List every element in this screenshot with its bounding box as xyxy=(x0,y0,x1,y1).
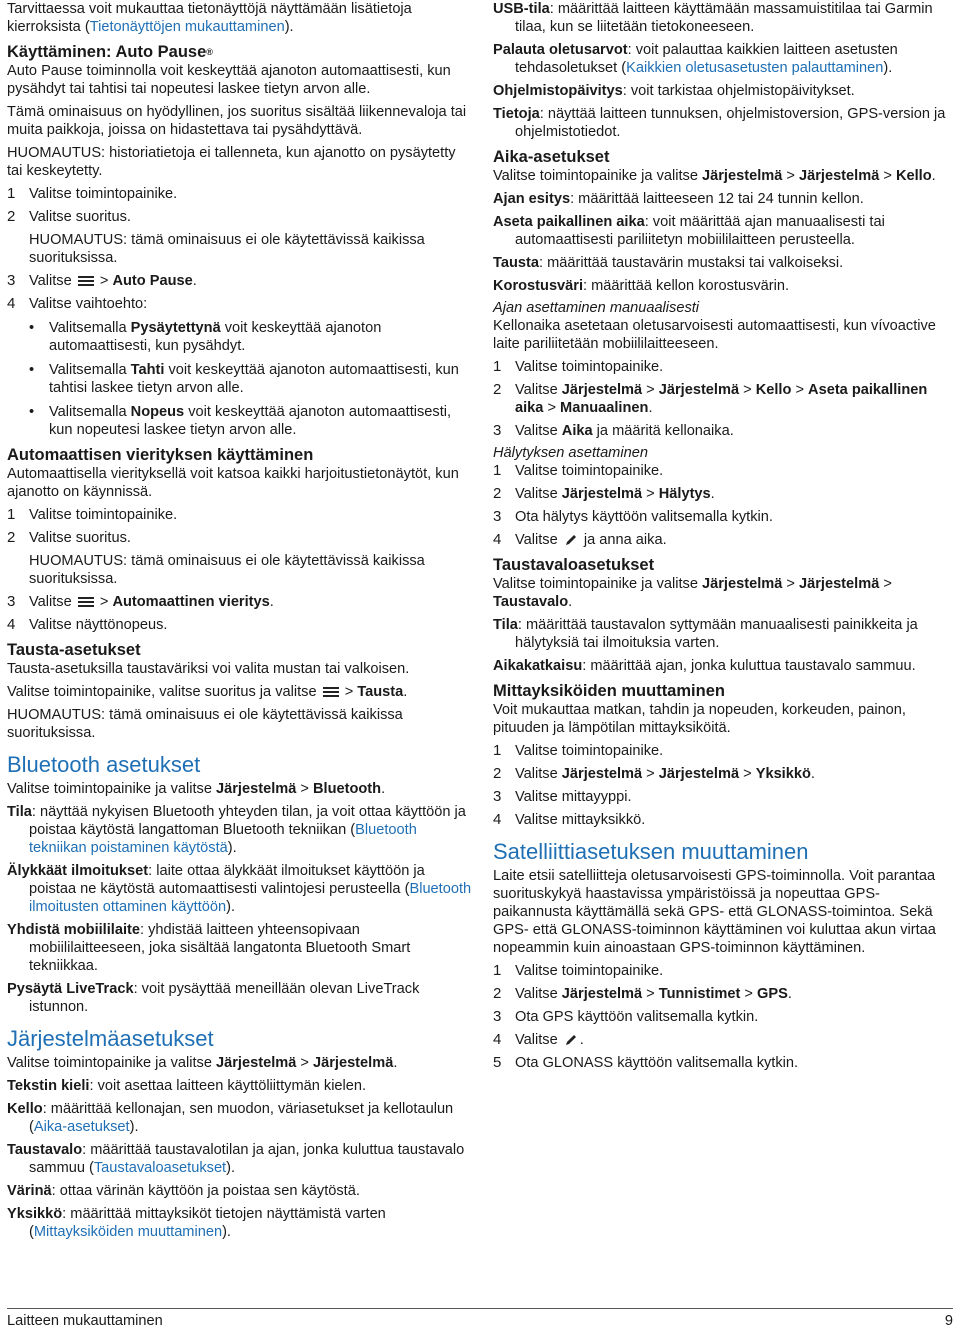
autopause-note: HUOMAUTUS: historiatietoja ei tallenneta, kun ajanotto on pysäytetty tai keskeytetty. xyxy=(7,145,456,179)
link-units[interactable]: Mittayksiköiden muuttaminen xyxy=(33,1224,223,1240)
ap-step-2: 2 Valitse suoritus. xyxy=(7,208,131,225)
link-restore-defaults[interactable]: Kaikkien oletusasetusten palauttaminen xyxy=(626,60,884,76)
mit-step-3: 3 Valitse mittayyppi. xyxy=(493,788,632,805)
hal-step-2: 2 Valitse Järjestelmä > Hälytys. xyxy=(493,485,715,502)
bluetooth-status-item: Tila: näyttää nykyisen Bluetooth yhteyden tilan, ja voit ottaa käyttöön ja poistaa käytöstä langattoman Bluetooth tekniikan (Bluetooth tekniikan poistaminen käytöstä). xyxy=(7,804,466,856)
about-item: Tietoja: näyttää laitteen tunnuksen, ohjelmistoversion, GPS-version ja ohjelmistotiedot. xyxy=(493,106,946,140)
menu-icon xyxy=(323,687,339,697)
time-format-item: Ajan esitys: määrittää laitteeseen 12 tai 24 tunnin kellon. xyxy=(493,191,864,207)
link-bluetooth-off[interactable]: Bluetooth tekniikan poistaminen käytöstä xyxy=(29,822,417,856)
backlight-heading: Taustavaloasetukset xyxy=(493,556,655,574)
ap-note: HUOMAUTUS: tämä ominaisuus ei ole käytettävissä kaikissa suorituksissa. xyxy=(29,232,425,266)
time-settings-heading: Aika-asetukset xyxy=(493,148,610,166)
alarm-heading: Hälytyksen asettaminen xyxy=(493,445,648,461)
time-settings-desc: Valitse toimintopainike ja valitse Järjestelmä > Järjestelmä > Kello. xyxy=(493,168,936,184)
link-time-settings[interactable]: Aika-asetukset xyxy=(33,1119,130,1135)
sc-note: HUOMAUTUS: tämä ominaisuus ei ole käytettävissä kaikissa suorituksissa. xyxy=(29,553,425,587)
system-desc: Valitse toimintopainike ja valitse Järjestelmä > Järjestelmä. xyxy=(7,1055,398,1071)
ap-step-1: 1 Valitse toimintopainike. xyxy=(7,185,178,202)
ap-step-3: 3 Valitse > Auto Pause. xyxy=(7,272,197,289)
bluetooth-desc: Valitse toimintopainike ja valitse Järjestelmä > Bluetooth. xyxy=(7,781,386,797)
page-footer xyxy=(7,1308,953,1329)
autopause-heading: Käyttäminen: Auto Pause® xyxy=(7,43,213,61)
intro-paragraph: Tarvittaessa voit mukauttaa tietonäyttöjä näyttämään lisätietoja kierroksista (Tietonäyttöjen mukauttaminen). xyxy=(7,1,412,35)
text-language-item: Tekstin kieli: voit asettaa laitteen käyttöliittymän kielen. xyxy=(7,1078,367,1094)
sat-step-5: 5 Ota GLONASS käyttöön valitsemalla kytkin. xyxy=(493,1054,799,1071)
clock-item: Kello: määrittää kellonajan, sen muodon, väriasetukset ja kellotaulun (Aika-asetukset). xyxy=(7,1101,454,1135)
backlight-item: Taustavalo: määrittää taustavalotilan ja ajan, jonka kuluttua taustavalo sammuu (Taustavaloasetukset). xyxy=(7,1142,465,1176)
backlight-timeout-item: Aikakatkaisu: määrittää ajan, jonka kuluttua taustavalo sammuu. xyxy=(493,658,916,674)
hal-step-4: 4 Valitse ja anna aika. xyxy=(493,531,667,548)
bluetooth-heading: Bluetooth asetukset xyxy=(7,752,201,777)
manual-time-heading: Ajan asettaminen manuaalisesti xyxy=(493,300,700,316)
background-heading: Tausta-asetukset xyxy=(7,641,141,659)
background-note: HUOMAUTUS: tämä ominaisuus ei ole käytettävissä kaikissa suorituksissa. xyxy=(7,707,403,741)
autoscroll-desc: Automaattisella vierityksellä voit katsoa kaikki harjoitustietonäytöt, kun ajanotto on käynnissä. xyxy=(7,466,459,500)
pair-mobile-item: Yhdistä mobiililaite: yhdistää laitteen yhteensopivaan mobiililaitteeseen, joka sisältää langatonta Bluetooth Smart tekniikkaa. xyxy=(7,922,411,974)
link-backlight-settings[interactable]: Taustavaloasetukset xyxy=(93,1160,227,1176)
system-heading: Järjestelmäasetukset xyxy=(7,1026,214,1051)
vibration-item: Värinä: ottaa värinän käyttöön ja poistaa sen käytöstä. xyxy=(7,1183,360,1199)
sat-step-2: 2 Valitse Järjestelmä > Tunnistimet > GPS. xyxy=(493,985,792,1002)
satellite-desc: Laite etsii satelliitteja oletusarvoisesti GPS-toiminnolla. Voit parantaa suorituskykyä haastavissa ympäristöissä ja nopeuttaa GPS-paikannusta käyttämällä sekä GPS- että GLONASS-toimintoa. Sekä GPS- että GLONASS-toiminnon käyttäminen voi kuluttaa akun virtaa nopeammin kuin ainoastaan GPS-toiminnon käyttäminen. xyxy=(493,868,936,956)
right-column xyxy=(493,0,955,1072)
ap-option-pace: • Valitsemalla Tahti voit keskeyttää ajanoton automaattisesti, kun tahtisi laskee tietyn arvon alle. xyxy=(29,362,459,396)
set-local-time-item: Aseta paikallinen aika: voit määrittää ajan manuaalisesti tai automaattisesti pariliitetyn mobiililaitteen perusteella. xyxy=(493,214,885,248)
man-step-3: 3 Valitse Aika ja määritä kellonaika. xyxy=(493,422,734,439)
sat-step-1: 1 Valitse toimintopainike. xyxy=(493,962,664,979)
page-number: 9 xyxy=(944,1313,953,1329)
backlight-desc: Valitse toimintopainike ja valitse Järjestelmä > Järjestelmä > Taustavalo. xyxy=(493,576,892,610)
satellite-heading: Satelliittiasetuksen muuttaminen xyxy=(493,839,809,864)
sc-step-4: 4 Valitse näyttönopeus. xyxy=(7,616,168,633)
left-column xyxy=(7,0,473,1241)
hal-step-3: 3 Ota hälytys käyttöön valitsemalla kytkin. xyxy=(493,508,773,525)
manual-time-desc: Kellonaika asetetaan oletusarvoisesti automaattisesti, kun vívoactive laite pariliitetään mobiililaitteeseen. xyxy=(493,318,936,352)
pencil-icon xyxy=(564,1033,578,1047)
sc-step-2: 2 Valitse suoritus. xyxy=(7,529,131,546)
smart-notifications-item: Älykkäät ilmoitukset: laite ottaa älykkäät ilmoitukset käyttöön ja poistaa ne käytöstä automaattisesti valintojesi perusteella (Bluetooth ilmoitusten ottaminen käyttöön). xyxy=(7,863,472,915)
autopause-desc-2: Tämä ominaisuus on hyödyllinen, jos suoritus sisältää liikennevaloja tai muita paikkoja, joissa on hidastettava tai pysähdyttävä. xyxy=(7,104,467,138)
ap-option-speed: • Valitsemalla Nopeus voit keskeyttää ajanoton automaattisesti, kun nopeutesi laskee tietyn arvon alle. xyxy=(29,404,452,438)
background-desc: Tausta-asetuksilla taustaväriksi voi valita mustan tai valkoisen. xyxy=(7,661,410,677)
accent-color-item: Korostusväri: määrittää kellon korostusvärin. xyxy=(493,278,790,294)
man-step-2: 2 Valitse Järjestelmä > Järjestelmä > Kello > Aseta paikallinen aika > Manuaalinen. xyxy=(493,381,928,416)
restore-defaults-item: Palauta oletusarvot: voit palauttaa kaikkien laitteen asetusten tehdasoletukset (Kaikkien oletusasetusten palauttaminen). xyxy=(493,42,898,76)
backlight-mode-item: Tila: määrittää taustavalon syttymään manuaalisesti painikkeita ja hälytyksiä tai ilmoituksia varten. xyxy=(493,617,918,651)
link-bluetooth-notifications[interactable]: Bluetooth ilmoitusten ottaminen käyttöön xyxy=(29,881,472,915)
mit-step-1: 1 Valitse toimintopainike. xyxy=(493,742,664,759)
mit-step-2: 2 Valitse Järjestelmä > Järjestelmä > Yksikkö. xyxy=(493,765,815,782)
autoscroll-heading: Automaattisen vierityksen käyttäminen xyxy=(7,446,314,464)
footer-section: Laitteen mukauttaminen xyxy=(7,1313,163,1329)
software-update-item: Ohjelmistopäivitys: voit tarkistaa ohjelmistopäivitykset. xyxy=(493,83,855,99)
pencil-icon xyxy=(564,533,578,547)
mit-step-4: 4 Valitse mittayksikkö. xyxy=(493,811,646,828)
units-item: Yksikkö: määrittää mittayksiköt tietojen näyttämistä varten (Mittayksiköiden muuttaminen). xyxy=(7,1206,386,1240)
stop-livetrack-item: Pysäytä LiveTrack: voit pysäyttää meneillään olevan LiveTrack istunnon. xyxy=(7,981,420,1015)
menu-icon xyxy=(78,276,94,286)
sat-step-4: 4 Valitse . xyxy=(493,1031,584,1048)
ap-option-stopped: • Valitsemalla Pysäytettynä voit keskeyttää ajanoton automaattisesti, kun pysähdyt. xyxy=(29,320,382,354)
units-heading: Mittayksiköiden muuttaminen xyxy=(493,682,725,700)
man-step-1: 1 Valitse toimintopainike. xyxy=(493,358,664,375)
link-data-screens[interactable]: Tietonäyttöjen mukauttaminen xyxy=(89,19,285,35)
sc-step-3: 3 Valitse > Automaattinen vieritys. xyxy=(7,593,274,610)
usb-mode-item: USB-tila: määrittää laitteen käyttämään massamuistitilaa tai Garmin tilaa, kun se liitetään tietokoneeseen. xyxy=(493,1,933,35)
hal-step-1: 1 Valitse toimintopainike. xyxy=(493,462,664,479)
units-desc: Voit mukauttaa matkan, tahdin ja nopeuden, korkeuden, painon, pituuden ja lämpötilan mittayksiköitä. xyxy=(493,702,906,736)
menu-icon xyxy=(78,597,94,607)
background-instructions: Valitse toimintopainike, valitse suoritus ja valitse > Tausta. xyxy=(7,684,408,700)
sat-step-3: 3 Ota GPS käyttöön valitsemalla kytkin. xyxy=(493,1008,759,1025)
background-color-item: Tausta: määrittää taustavärin mustaksi tai valkoiseksi. xyxy=(493,255,844,271)
sc-step-1: 1 Valitse toimintopainike. xyxy=(7,506,178,523)
ap-step-4: 4 Valitse vaihtoehto: xyxy=(7,295,148,312)
autopause-desc: Auto Pause toiminnolla voit keskeyttää ajanoton automaattisesti, kun pysähdyt tai tahtisi tai nopeutesi laskee tietyn arvon alle. xyxy=(7,63,451,97)
